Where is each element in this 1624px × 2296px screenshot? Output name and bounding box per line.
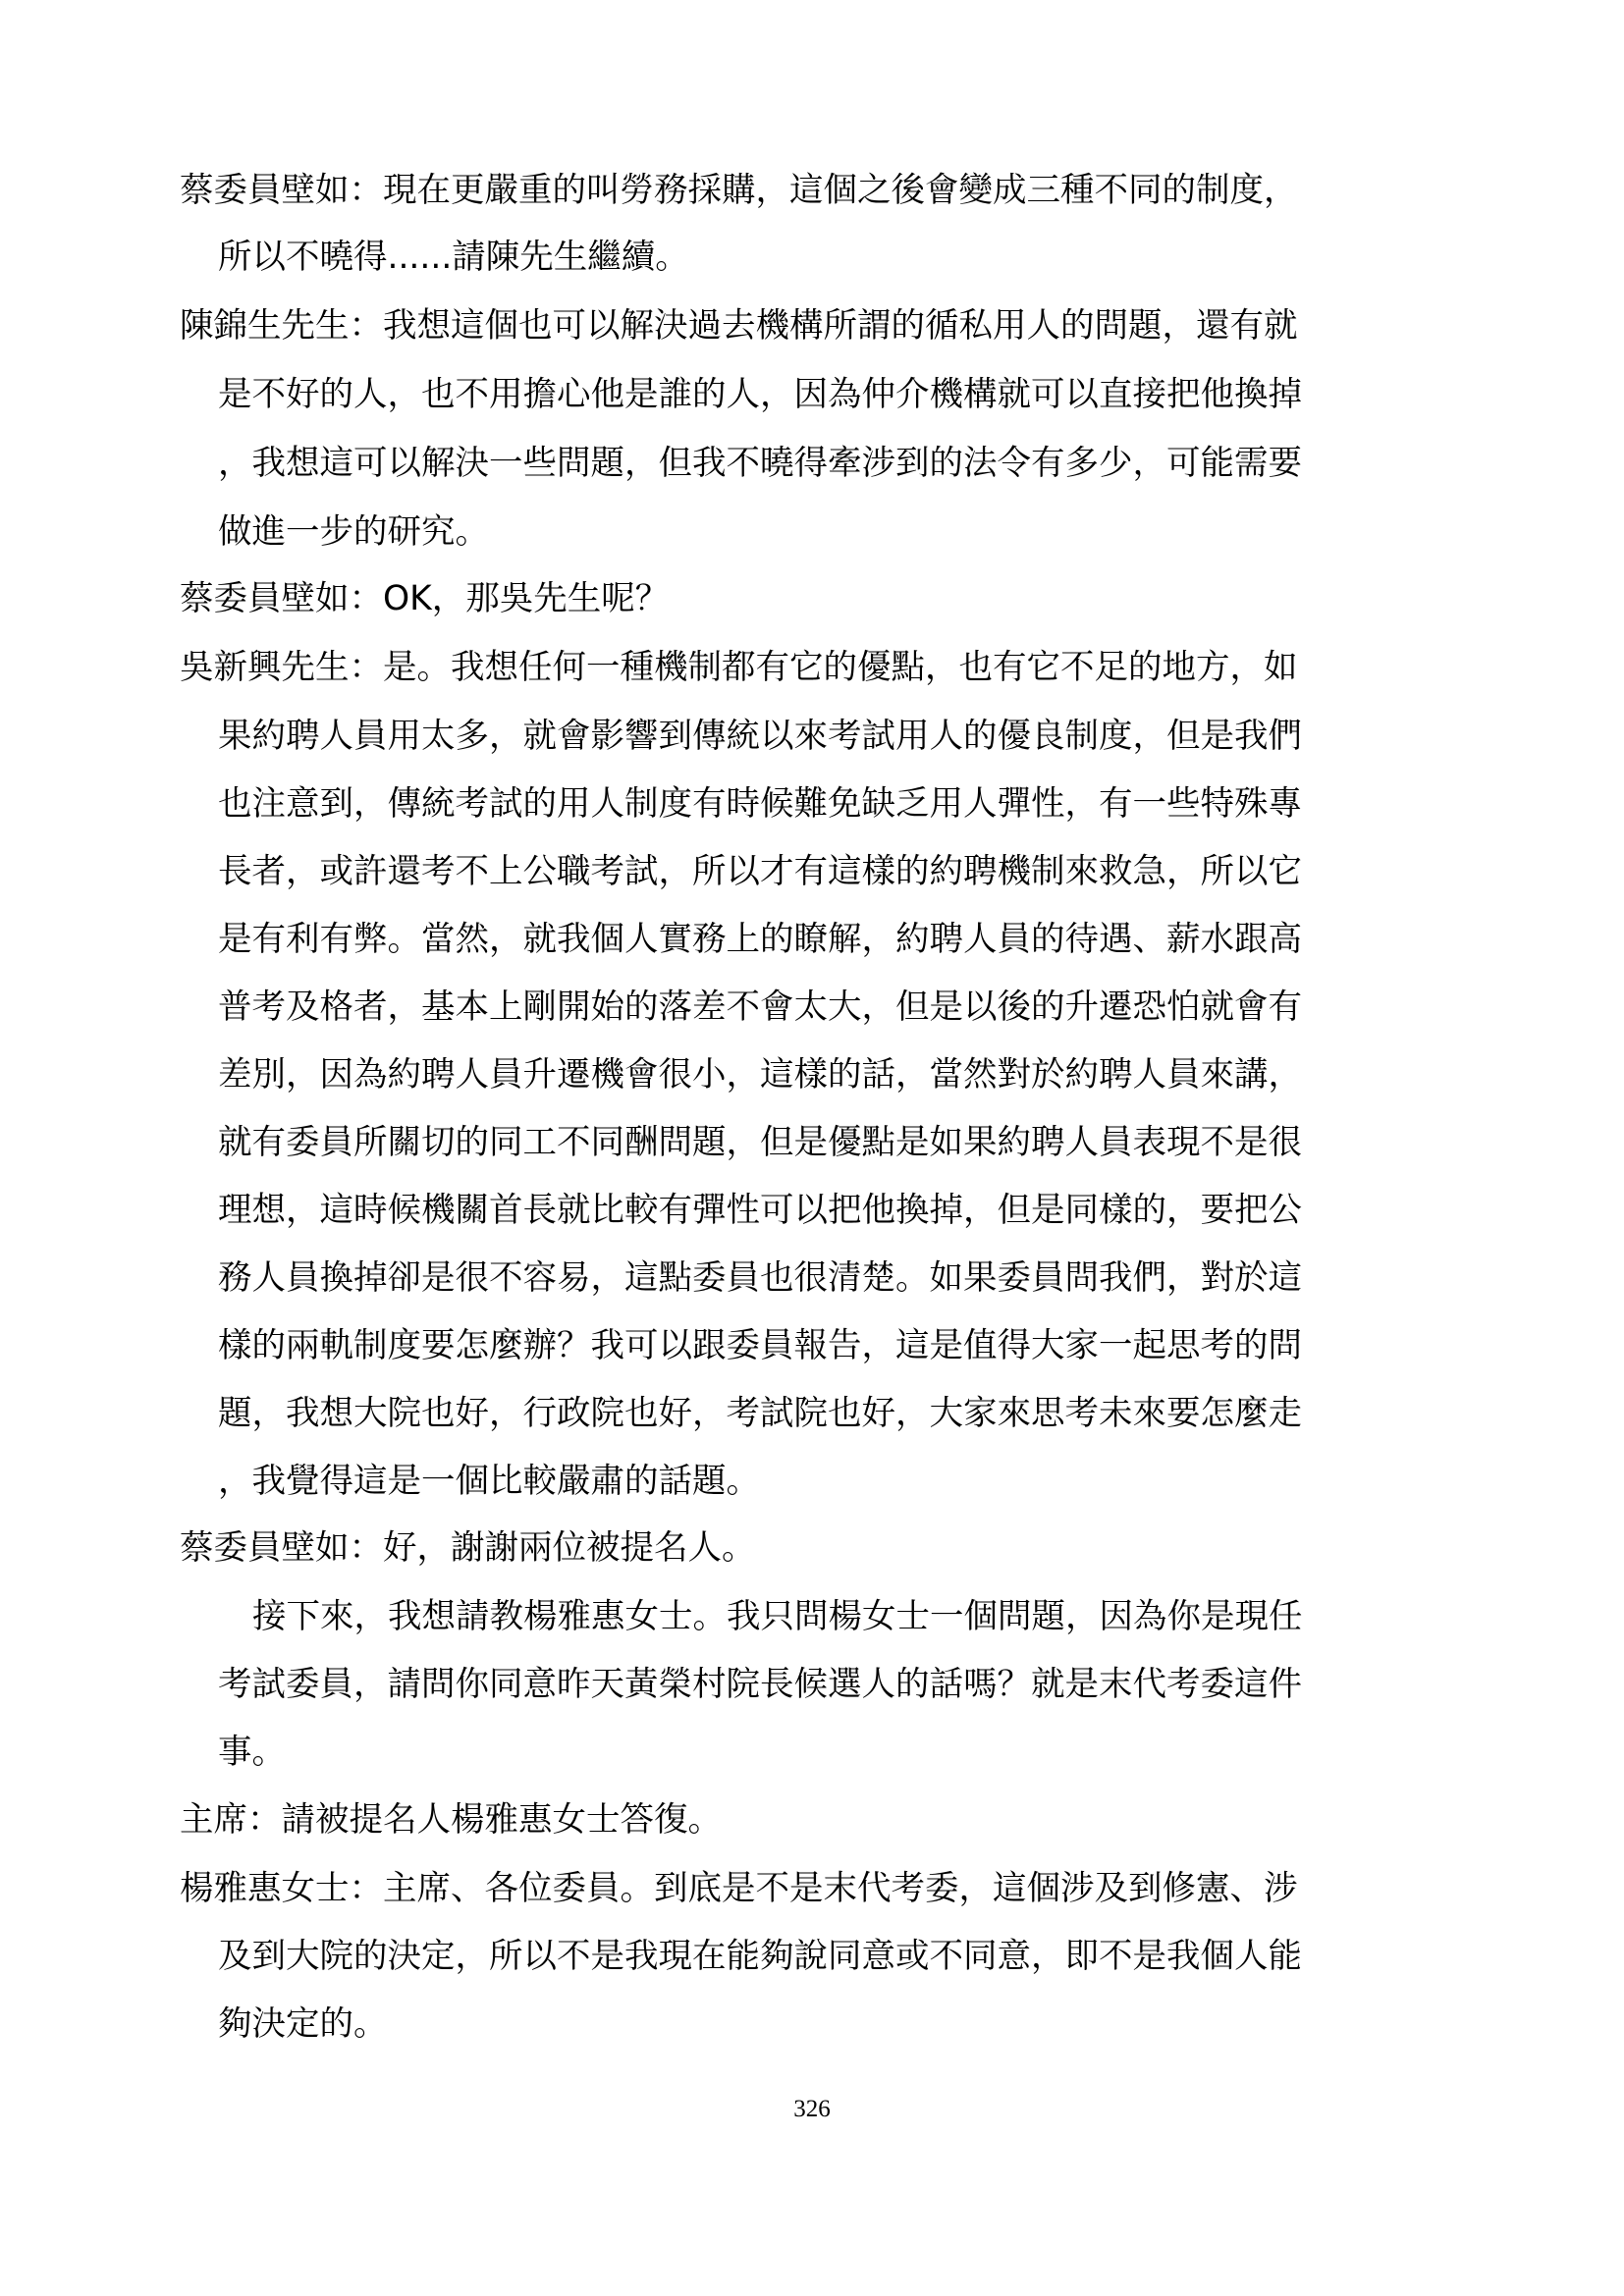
text-line: 務人員換掉卻是很不容易，這點委員也很清楚。如果委員問我們，對於這 [218,1258,1302,1298]
speaker-line: 蔡委員壁如：現在更嚴重的叫勞務採購，這個之後會變成三種不同的制度， [180,171,1298,210]
text-line: 是有利有弊。當然，就我個人實務上的瞭解，約聘人員的待遇、薪水跟高 [218,920,1302,959]
speaker-line: 吳新興先生：是。我想任何一種機制都有它的優點，也有它不足的地方，如 [180,648,1298,687]
text-line: 差別，因為約聘人員升遷機會很小，這樣的話，當然對於約聘人員來講， [218,1055,1302,1095]
speaker-line: 蔡委員壁如：OK，那吳先生呢？ [180,579,670,618]
text-line: 也注意到，傳統考試的用人制度有時候難免缺乏用人彈性，有一些特殊專 [218,784,1302,824]
text-line: 樣的兩軌制度要怎麼辦？我可以跟委員報告，這是值得大家一起思考的問 [218,1326,1302,1365]
text-line: 果約聘人員用太多，就會影響到傳統以來考試用人的優良制度，但是我們 [218,717,1302,756]
text-line: 及到大院的決定，所以不是我現在能夠說同意或不同意，即不是我個人能 [218,1937,1302,1976]
text-line: 普考及格者，基本上剛開始的落差不會太大，但是以後的升遷恐怕就會有 [218,988,1302,1027]
text-line: ，我覺得這是一個比較嚴肅的話題。 [218,1462,760,1501]
text-line: 事。 [218,1733,286,1772]
speaker-line: 主席：請被提名人楊雅惠女士答復。 [180,1800,722,1840]
text-line: 考試委員，請問你同意昨天黃榮村院長候選人的話嗎？就是末代考委這件 [218,1665,1302,1704]
text-line: 題，我想大院也好，行政院也好，考試院也好，大家來思考未來要怎麼走 [218,1394,1302,1433]
speaker-line: 陳錦生先生：我想這個也可以解決過去機構所謂的循私用人的問題，還有就 [180,306,1298,346]
text-line: 是不好的人，也不用擔心他是誰的人，因為仲介機構就可以直接把他換掉 [218,375,1302,414]
text-line: 長者，或許還考不上公職考試，所以才有這樣的約聘機制來救急，所以它 [218,852,1302,891]
text-line: 理想，這時候機關首長就比較有彈性可以把他換掉，但是同樣的，要把公 [218,1191,1302,1230]
text-line: 所以不曉得......請陳先生繼續。 [218,238,689,277]
speaker-line: 蔡委員壁如：好，謝謝兩位被提名人。 [180,1528,756,1568]
speaker-line: 楊雅惠女士：主席、各位委員。到底是不是末代考委，這個涉及到修憲、涉 [180,1869,1298,1908]
indented-paragraph-line: 接下來，我想請教楊雅惠女士。我只問楊女士一個問題，因為你是現任 [252,1597,1303,1636]
text-line: 就有委員所關切的同工不同酬問題，但是優點是如果約聘人員表現不是很 [218,1123,1302,1162]
text-line: 做進一步的研究。 [218,512,489,552]
text-line: 夠決定的。 [218,2004,388,2044]
text-line: ，我想這可以解決一些問題，但我不曉得牽涉到的法令有多少，可能需要 [218,444,1302,483]
page-number: 326 [793,2096,831,2122]
